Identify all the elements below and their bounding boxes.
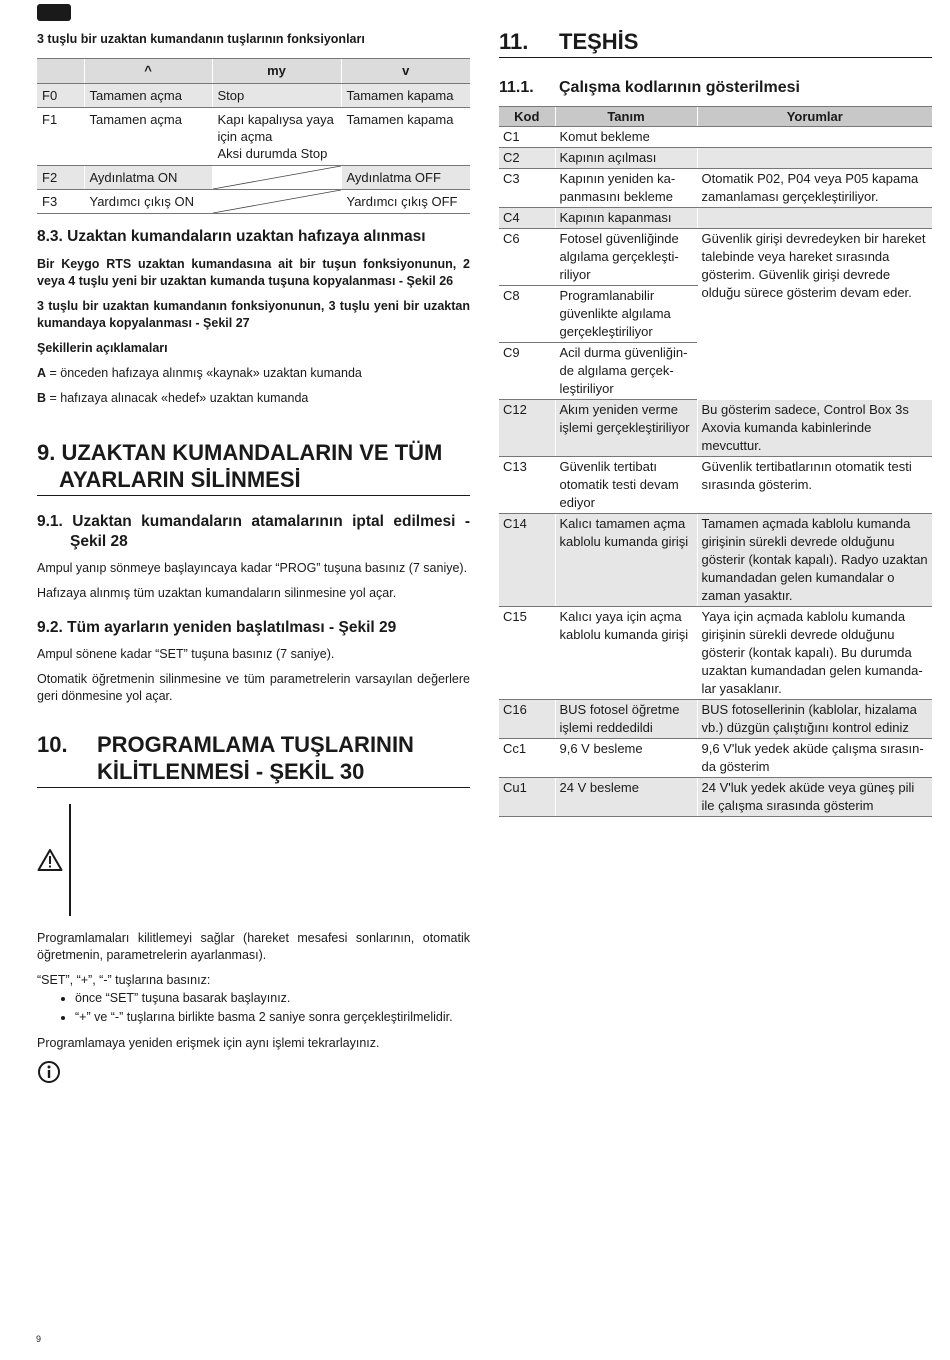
legend-b: B = hafızaya alınacak «hedef» uzaktan kumanda (37, 391, 309, 405)
section-10-paragraph: Programlamaya yeniden erişmek için aynı işlemi tekrarlayınız. (37, 1036, 380, 1050)
warning-box (37, 804, 470, 916)
codes-header-comments: Yorumlar (697, 107, 932, 127)
function-code: F2 (37, 166, 84, 190)
table-row (499, 513, 932, 606)
function-down: Yardımcı çıkış OFF (341, 190, 470, 214)
diagnostic-codes-table (499, 106, 932, 817)
description-cell: BUS fotosel öğretme işlemi reddedildi (555, 699, 697, 738)
comment-cell: Güvenlik girişi devredeyken bir hareket talebinde veya hareket sırasında gösterim. Güvenlik girişi devrede olduğu sürece gösterim devam eder. (697, 229, 932, 400)
section-9-2-title: 9.2. Tüm ayarların yeniden başlatılması - Şekil 29 (37, 619, 397, 636)
description-cell: Kapının kapanması (555, 208, 697, 229)
table-row (37, 190, 470, 214)
code-cell: C14 (499, 513, 555, 606)
table-row (499, 777, 932, 816)
table-row (37, 108, 470, 166)
empty-diagonal-cell (212, 166, 341, 190)
section-9-1-title: 9.1. Uzaktan kumandaların atamalarının iptal edilmesi - Şekil 28 (37, 513, 470, 550)
info-box (37, 1060, 470, 1089)
table-row (499, 400, 932, 457)
description-cell: 24 V besleme (555, 777, 697, 816)
warning-icon (37, 848, 63, 872)
description-cell: Kalıcı tamamen açma kablolu kumanda girişi (555, 513, 697, 606)
description-cell: Güvenlik tertibatı otomatik testi devam ediyor (555, 456, 697, 513)
code-cell: Cc1 (499, 738, 555, 777)
function-up: Tamamen açma (84, 108, 212, 166)
function-code: F1 (37, 108, 84, 166)
codes-header-description: Tanım (555, 107, 697, 127)
section-9-1-paragraph: Ampul yanıp sönmeye başlayıncaya kadar “PROG” tuşuna basınız (7 saniye). (37, 561, 468, 575)
code-cell: C8 (499, 286, 555, 343)
legend-title: Şekillerin açıklamaları (37, 341, 168, 355)
table-row (499, 169, 932, 208)
comment-cell: BUS fotosellerinin (kablolar, hizalama vb.) düzgün çalıştığını kontrol ediniz (697, 699, 932, 738)
section-9-title: 9. UZAKTAN KUMANDALARIN VE TÜM AYARLARIN SİLİNMESİ (37, 439, 470, 496)
code-cell: C6 (499, 229, 555, 286)
function-down: Aydınlatma OFF (341, 166, 470, 190)
table-row (37, 166, 470, 190)
description-cell: Fotosel güvenliğinde algılama gerçekleştiriliyor (555, 229, 697, 286)
section-11-title: 11. TEŞHİS (499, 28, 932, 58)
description-cell: Kapının açılması (555, 148, 697, 169)
table-row (37, 84, 470, 108)
section-8-3-title: 8.3. Uzaktan kumandaların uzaktan hafızaya alınması (37, 228, 426, 245)
description-cell: Programlanabilir güvenlikte algılama gerçekleştiriliyor (555, 286, 697, 343)
list-item: • “+” ve “-” tuşlarına birlikte basma 2 saniye sonra gerçekleştirilmelidir. (75, 1008, 470, 1027)
description-cell: Akım yeniden verme işlemi gerçekleştiriliyor (555, 400, 697, 457)
code-cell: C4 (499, 208, 555, 229)
function-up: Aydınlatma ON (84, 166, 212, 190)
function-down: Tamamen kapama (341, 84, 470, 108)
description-cell: Kapının yeniden kapanmasını bekleme (555, 169, 697, 208)
function-my (212, 108, 341, 166)
function-table-header-my: my (212, 59, 341, 84)
list-item: • önce “SET” tuşuna basarak başlayınız. (75, 989, 470, 1008)
description-cell: 9,6 V besleme (555, 738, 697, 777)
section-10-paragraph: Programlamaları kilitlemeyi sağlar (hareket mesafesi sonlarının, otomatik öğretmenin, parametrelerin ayarlanması). (37, 931, 470, 962)
comment-cell: Güvenlik tertibatlarının otomatik testi sırasında gösterim. (697, 456, 932, 513)
function-code: F3 (37, 190, 84, 214)
page-number: 9 (36, 1334, 42, 1344)
comment-cell: Tamamen açmada kablolu kumanda girişinin sürekli devrede olduğunu gösterir (kontak kapalı). Radyo uzaktan kumandadan gelen kumandalar o zaman yasaktır. (697, 513, 932, 606)
comment-cell: Yaya için açmada kablolu kumanda girişinin sürekli devrede olduğunu gösterir (kontak kapalı). Bu durumda uzaktan kumandadan gelen kumandalar yasaklanır. (697, 606, 932, 699)
code-cell: C9 (499, 343, 555, 400)
table-row (499, 229, 932, 286)
section-8-3-paragraph: Bir Keygo RTS uzaktan kumandasına ait bir tuşun fonksiyonunun, 2 veya 4 tuşlu yeni bir uzaktan kumanda tuşuna kopyalanması - Şekil 26 (37, 257, 470, 288)
section-10-list (37, 989, 470, 1027)
description-cell: Acil durma güvenliğinde algılama gerçekleştiriliyor (555, 343, 697, 400)
code-cell: C12 (499, 400, 555, 457)
function-my: Stop (212, 84, 341, 108)
section-9-1-paragraph: Hafızaya alınmış tüm uzaktan kumandaların silinmesine yol açar. (37, 586, 397, 600)
codes-header-code: Kod (499, 107, 555, 127)
table-row (499, 606, 932, 699)
language-tab (37, 4, 71, 21)
comment-cell: Bu gösterim sadece, Control Box 3s Axovia kumanda kabinlerinde mevcuttur. (697, 400, 932, 457)
code-cell: Cu1 (499, 777, 555, 816)
left-column (37, 30, 470, 1089)
legend-a: A = önceden hafızaya alınmış «kaynak» uzaktan kumanda (37, 366, 362, 380)
function-table-header-up: ^ (84, 59, 212, 84)
table-row (499, 208, 932, 229)
function-up: Yardımcı çıkış ON (84, 190, 212, 214)
section-9-2-paragraph: Ampul sönene kadar “SET” tuşuna basınız (7 saniye). (37, 647, 335, 661)
info-icon (37, 1060, 61, 1084)
comment-cell (697, 208, 932, 229)
table-row (499, 127, 932, 148)
function-up: Tamamen açma (84, 84, 212, 108)
section-10-title: 10. PROGRAMLAMA TUŞLARININ KİLİTLENMESİ - ŞEKİL 30 (37, 731, 470, 788)
function-down: Tamamen kapama (341, 108, 470, 166)
comment-cell (697, 127, 932, 148)
description-cell: Kalıcı yaya için açma kablolu kumanda girişi (555, 606, 697, 699)
comment-cell (697, 148, 932, 169)
function-my-line: için açma (217, 129, 273, 144)
code-cell: C16 (499, 699, 555, 738)
description-cell: Komut bekleme (555, 127, 697, 148)
comment-cell: 24 V'luk yedek aküde veya güneş pili ile çalışma sırasında gösterim (697, 777, 932, 816)
section-10-paragraph: “SET”, “+”, “-” tuşlarına basınız: (37, 973, 211, 987)
comment-cell: 9,6 V'luk yedek aküde çalışma sırasında gösterim (697, 738, 932, 777)
function-table-header-down: v (341, 59, 470, 84)
function-my-line: Aksi durumda Stop (217, 146, 328, 161)
function-table-caption: 3 tuşlu bir uzaktan kumandanın tuşlarının fonksiyonları (37, 32, 365, 46)
table-row (499, 148, 932, 169)
empty-diagonal-cell (212, 190, 341, 214)
code-cell: C2 (499, 148, 555, 169)
function-code: F0 (37, 84, 84, 108)
section-9-2-paragraph: Otomatik öğretmenin silinmesine ve tüm parametrelerin varsayılan değerlere geri dönmesine yol açar. (37, 672, 470, 703)
table-row (499, 456, 932, 513)
code-cell: C1 (499, 127, 555, 148)
section-8-3-paragraph: 3 tuşlu bir uzaktan kumandanın fonksiyonunun, 3 tuşlu yeni bir uzaktan kumandaya kopyalanması - Şekil 27 (37, 299, 470, 330)
code-cell: C15 (499, 606, 555, 699)
right-column (499, 28, 932, 817)
function-table-header (37, 59, 84, 84)
code-cell: C13 (499, 456, 555, 513)
section-11-1-title: 11.1. Çalışma kodlarının gösterilmesi (499, 79, 800, 96)
comment-cell: Otomatik P02, P04 veya P05 kapama zamanlaması gerçekleştiriliyor. (697, 169, 932, 208)
function-my-line: Kapı kapalıysa yaya (217, 112, 334, 127)
function-table (37, 58, 470, 214)
table-row (499, 699, 932, 738)
code-cell: C3 (499, 169, 555, 208)
table-row (499, 738, 932, 777)
